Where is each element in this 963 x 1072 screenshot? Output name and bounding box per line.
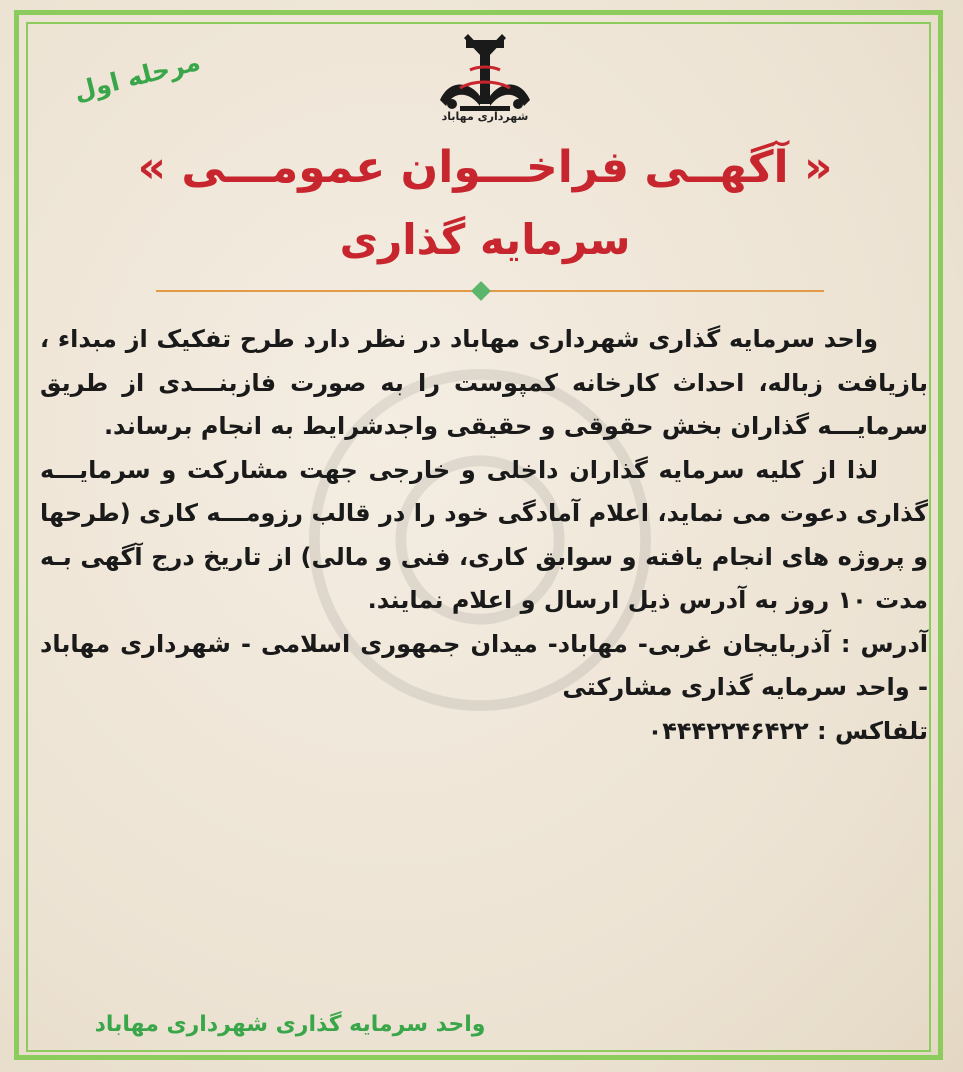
logo-caption: شهرداری مهاباد xyxy=(441,110,529,123)
phone-text: تلفاکس : ۰۴۴۴۲۲۴۶۴۲۲ xyxy=(647,716,928,745)
stage-label: مرحله اول xyxy=(70,46,204,107)
footer-signature: واحد سرمایه گذاری شهرداری مهاباد xyxy=(94,1012,486,1037)
paragraph-invitation: لذا از کلیه سرمایه گذاران داخلی و خارجی جهت مشارکت و سرمایـــه گذاری دعوت می نماید، اعلام آمادگی خود را در قالب رزومـــه کاری (طرحها و پروژه های انجام یافته و سوابق کاری، فنی و مالی) از تاریخ درج آگهی بـه مدت ۱۰ روز به آدرس ذیل ارسال و اعلام نمایند. xyxy=(40,455,928,614)
paragraph-intro: واحد سرمایه گذاری شهرداری مهاباد در نظر دارد طرح تفکیک از مبداء ، بازیافت زباله، احداث کارخانه کمپوست را به صورت فازبنـــدی از طریق سرمایـــه گذاران بخش حقوقی و حقیقی واجدشرایط به انجام برساند. xyxy=(40,325,928,440)
ad-title: « آگهــی فراخـــوان عمومـــی » xyxy=(137,142,833,193)
ad-subtitle: سرمایه گذاری xyxy=(339,215,631,264)
ad-body xyxy=(40,318,928,753)
address-text: آدرس : آذربایجان غربی- مهاباد- میدان جمهوری اسلامی - شهرداری مهاباد - واحد سرمایه گذاری مشارکتی xyxy=(40,629,928,701)
